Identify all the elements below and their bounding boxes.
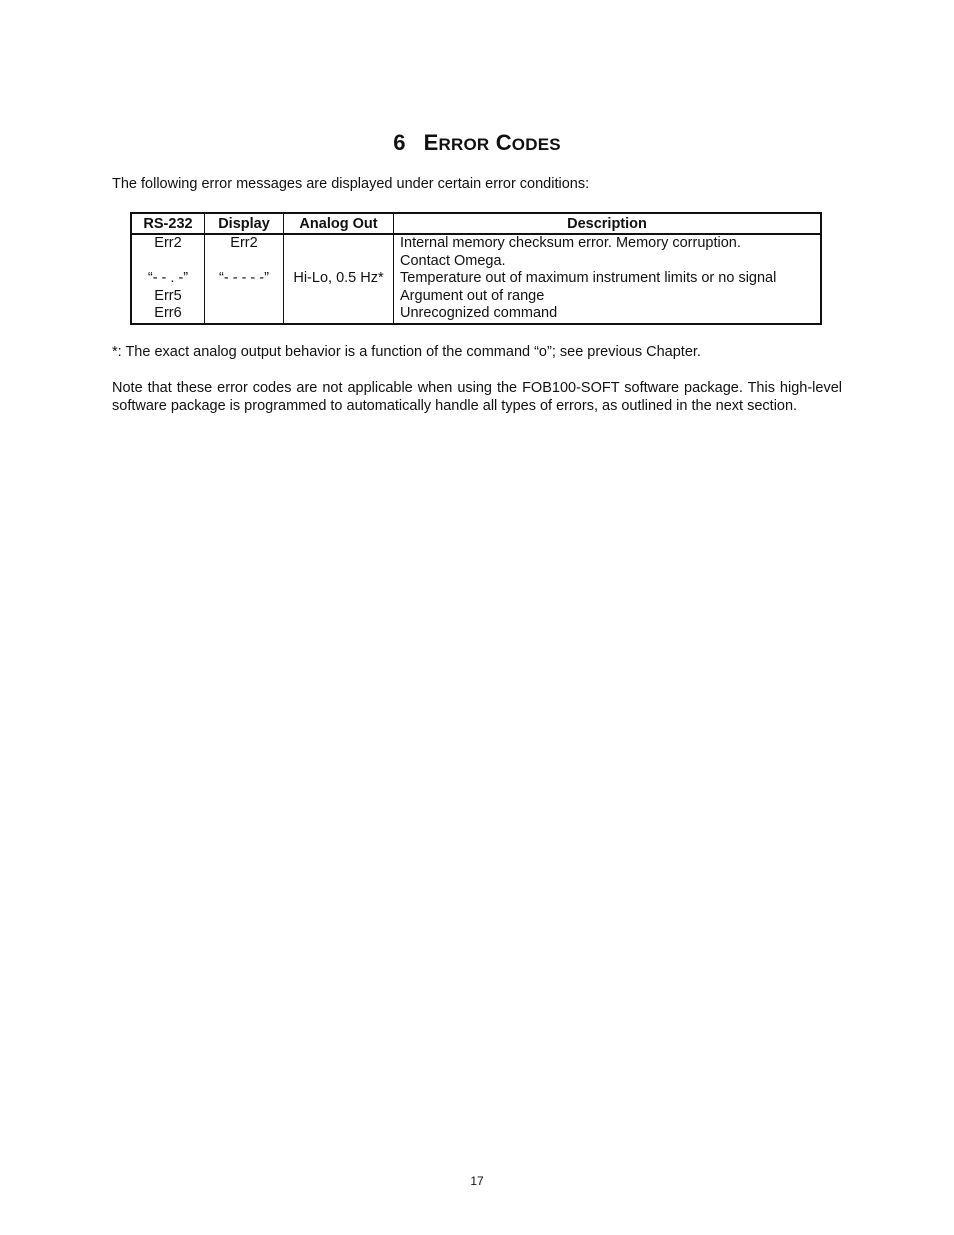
- rs232-cell: [131, 234, 205, 324]
- display-value: [211, 288, 277, 306]
- display-value: [211, 253, 277, 271]
- section-heading: [0, 130, 954, 156]
- analog-value: [290, 235, 387, 253]
- analog-value: [290, 253, 387, 271]
- header-display: Display: [205, 213, 284, 234]
- analog-value: [290, 305, 387, 323]
- section-number: 6: [393, 130, 406, 155]
- description-line: Temperature out of maximum instrument limits or no signal: [400, 270, 777, 287]
- display-cell: [205, 234, 284, 324]
- table-footnote: *: The exact analog output behavior is a function of the command “o”; see previous Chapter.: [112, 344, 701, 360]
- heading-word-rest-2: ODES: [511, 135, 561, 154]
- analog-value: [290, 288, 387, 306]
- display-value: [211, 305, 277, 323]
- heading-letter-e: E: [423, 130, 439, 155]
- heading-letter-c: C: [495, 130, 512, 155]
- rs232-value: Err6: [154, 305, 182, 322]
- rs232-value: “- - . -”: [147, 270, 189, 287]
- analog-value: Hi-Lo, 0.5 Hz*: [293, 270, 384, 287]
- header-analog-out: Analog Out: [284, 213, 394, 234]
- display-value: Err2: [230, 235, 258, 251]
- note-paragraph: Note that these error codes are not applicable when using the FOB100-SOFT software package. This high-level software package is programmed to automatically handle all types of errors, as outlined in the next section.: [112, 380, 842, 415]
- description-line: Contact Omega.: [400, 252, 506, 269]
- rs232-value: Err5: [154, 287, 182, 304]
- header-description: Description: [394, 213, 822, 234]
- page-number: 17: [470, 1174, 484, 1188]
- rs232-value: Err2: [154, 235, 182, 251]
- description-line: Argument out of range: [400, 287, 545, 304]
- description-cell: [394, 234, 822, 324]
- rs232-value: [138, 253, 198, 271]
- display-value: “- - - - -”: [219, 270, 269, 287]
- heading-word-rest-1: RROR: [438, 135, 490, 154]
- intro-paragraph: The following error messages are displayed under certain error conditions:: [112, 176, 590, 192]
- description-line: Unrecognized command: [400, 305, 558, 322]
- description-line: Internal memory checksum error. Memory corruption.: [400, 235, 741, 251]
- header-rs232: RS-232: [131, 213, 205, 234]
- error-codes-table: [130, 212, 822, 325]
- table-header-row: [131, 213, 821, 234]
- table-row: [131, 234, 821, 324]
- analog-out-cell: [284, 234, 394, 324]
